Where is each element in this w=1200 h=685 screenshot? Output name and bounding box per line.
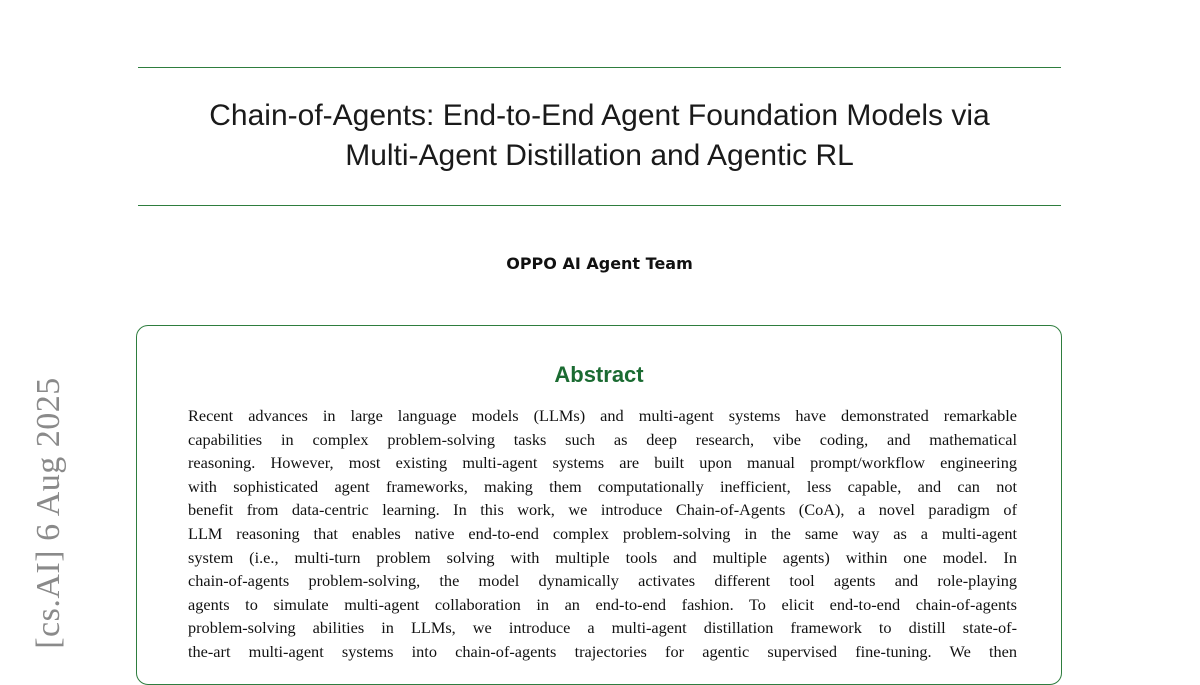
abstract-line: LLM reasoning that enables native end-to-end complex problem-solving in the same way as a multi-agent [188, 523, 1017, 543]
paper-title-line: Chain-of-Agents: End-to-End Agent Foundation Models via [209, 99, 990, 132]
title-top-rule [138, 67, 1061, 68]
abstract-line: problem-solving abilities in LLMs, we introduce a multi-agent distillation framework to distill state-of- [188, 618, 1017, 638]
abstract-line: benefit from data-centric learning. In this work, we introduce Chain-of-Agents (CoA), a novel paradigm of [188, 500, 1017, 520]
title-bottom-rule [138, 205, 1061, 206]
abstract-line: with sophisticated agent frameworks, making them computationally inefficient, less capable, and can not [188, 476, 1017, 496]
arxiv-side-stamp: [cs.AI] 6 Aug 2025 [30, 377, 67, 649]
abstract-line: the-art multi-agent systems into chain-of-agents trajectories for agentic supervised fine-tuning. We then [188, 641, 1017, 661]
abstract-line: chain-of-agents problem-solving, the model dynamically activates different tool agents and role-playing [188, 571, 1017, 591]
author-line: OPPO AI Agent Team [506, 254, 693, 273]
abstract-line: Recent advances in large language models (LLMs) and multi-agent systems have demonstrated remarkable [188, 406, 1017, 425]
abstract-line: agents to simulate multi-agent collaboration in an end-to-end fashion. To elicit end-to-end chain-of-agents [188, 594, 1017, 614]
abstract-body [188, 404, 1017, 664]
abstract-heading: Abstract [554, 362, 644, 387]
abstract-line: system (i.e., multi-turn problem solving with multiple tools and multiple agents) within one model. In [188, 547, 1017, 567]
abstract-line: capabilities in complex problem-solving tasks such as deep research, vibe coding, and mathematical [188, 429, 1017, 449]
paper-title [138, 96, 1061, 176]
paper-title-line: Multi-Agent Distillation and Agentic RL [345, 139, 854, 172]
abstract-line: reasoning. However, most existing multi-agent systems are built upon manual prompt/workflow engineering [188, 453, 1017, 473]
